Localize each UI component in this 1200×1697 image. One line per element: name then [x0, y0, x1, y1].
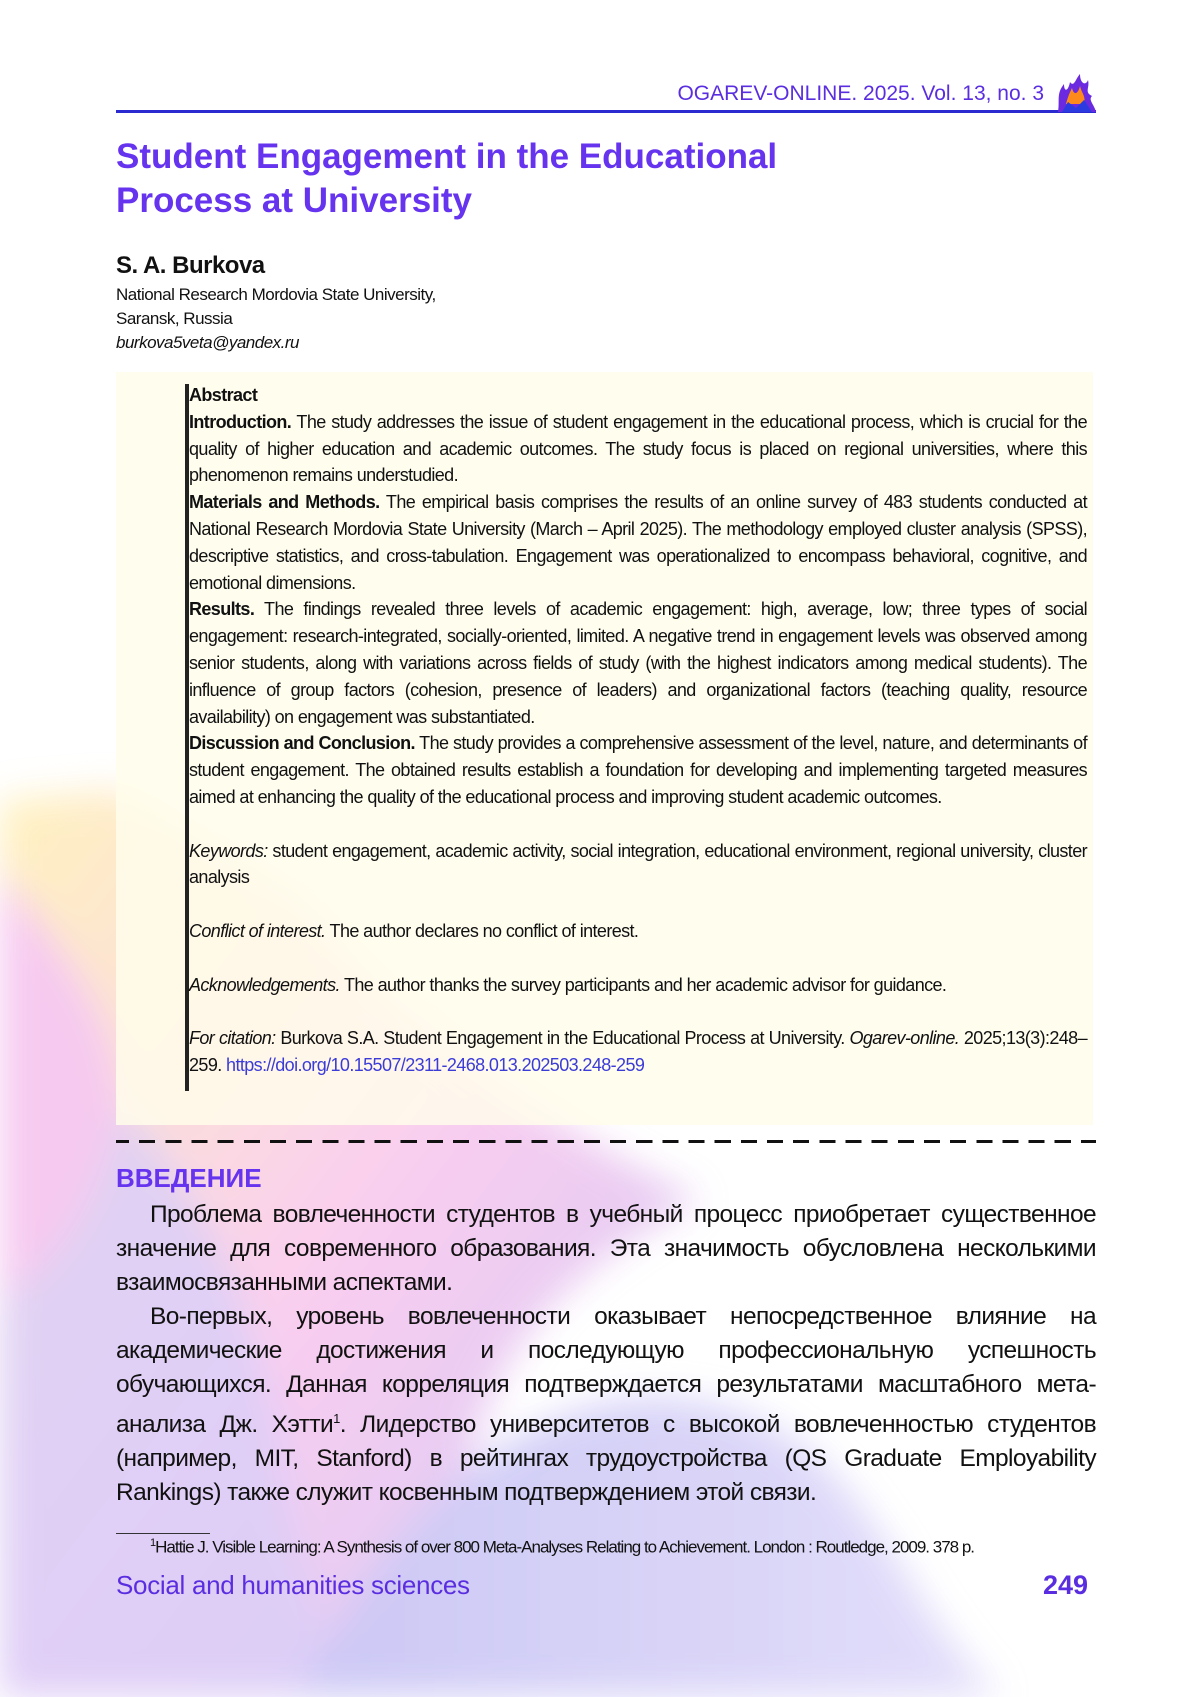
citation: For citation: Burkova S.A. Student Engagement in the Educational Process at University. Ogarev-online. 2025;13(3):248–259. https://doi.org/10.15507/2311-2468.013.202503.248-259 — [189, 1028, 1088, 1075]
author-affiliation — [116, 283, 436, 355]
author-email[interactable]: burkova5veta@yandex.ru — [116, 333, 299, 352]
paragraph: Во-первых, уровень вовлеченности оказывает непосредственное влияние на академические достижения и последующую профессиональную успешность обучающихся. Данная корреляция подтверждается результатами масштабного мета-анализа Дж. Хэтти$^1$. Лидерство университетов с высокой вовлеченностью студентов (например, MIT, Stanford) в рейтингах трудоустройства (QS Graduate Employability Rankings) также служит косвенным подтверждением этой связи. — [116, 1303, 1096, 1507]
page-number: 249 — [1042, 1570, 1088, 1600]
footnote-rule — [116, 1533, 210, 1534]
doi-link[interactable]: https://doi.org/10.15507/2311-2468.013.202503.248-259 — [226, 1054, 645, 1075]
body-text — [116, 1198, 1096, 1510]
section-divider — [116, 1140, 1096, 1143]
abstract-heading: Abstract — [189, 385, 258, 405]
abstract-box — [116, 372, 1093, 1125]
acknowledgements: Acknowledgements. The author thanks the survey participants and her academic advisor for guidance. — [189, 974, 947, 995]
abstract-introduction: Introduction. The study addresses the issue of student engagement in the educational process, which is crucial for the quality of higher education and academic outcomes. The study focus is placed on regional universities, where this phenomenon remains understudied. — [189, 411, 1087, 486]
running-header — [116, 80, 1096, 113]
section-heading: ВВЕДЕНИЕ — [116, 1163, 262, 1193]
ogarev-flame-logo-icon — [1054, 74, 1096, 112]
abstract-results: Results. The findings revealed three levels of academic engagement: high, average, low; three types of social engagement: research-integrated, socially-oriented, limited. A negative trend in engagement levels was observed among senior students, along with variations across fields of study (with the highest indicators among medical students). The influence of group factors (cohesion, presence of leaders) and organizational factors (teaching quality, resource availability) on engagement was substantiated. — [189, 599, 1087, 727]
footnote-ref[interactable]: 1 — [333, 1411, 340, 1426]
article-title — [116, 135, 876, 223]
title-line: Process at University — [116, 181, 473, 220]
paragraph: Проблема вовлеченности студентов в учебный процесс приобретает существенное значение для современного образования. Эта значимость обусловлена несколькими взаимосвязанными аспектами. — [116, 1201, 1096, 1296]
affiliation-line: National Research Mordovia State University, — [116, 285, 436, 304]
author-name: S. A. Burkova — [116, 252, 265, 279]
keywords: Keywords: student engagement, academic activity, social integration, educational environment, regional university, cluster analysis — [189, 840, 1087, 888]
abstract-discussion: Discussion and Conclusion. The study provides a comprehensive assessment of the level, nature, and determinants of student engagement. The obtained results establish a foundation for developing and implementing targeted measures aimed at enhancing the quality of the educational process and improving student academic outcomes. — [189, 733, 1087, 807]
conflict-of-interest: Conflict of interest. The author declares no conflict of interest. — [189, 920, 639, 941]
journal-issue: OGAREV-ONLINE. 2025. Vol. 13, no. 3 — [677, 82, 1044, 105]
affiliation-line: Saransk, Russia — [116, 309, 233, 328]
title-line: Student Engagement in the Educational — [116, 137, 778, 176]
footer-section: Social and humanities sciences — [116, 1570, 470, 1600]
footnote: $^1$Hattie J. Visible Learning: A Synthesis of over 800 Meta-Analyses Relating to Achievement. London : Routledge, 2009. 378 p. — [150, 1537, 975, 1557]
abstract-methods: Materials and Methods. The empirical basis comprises the results of an online survey of 483 students conducted at National Research Mordovia State University (March – April 2025). The methodology employed cluster analysis (SPSS), descriptive statistics, and cross-tabulation. Engagement was operationalized to encompass behavioral, cognitive, and emotional dimensions. — [189, 492, 1087, 593]
